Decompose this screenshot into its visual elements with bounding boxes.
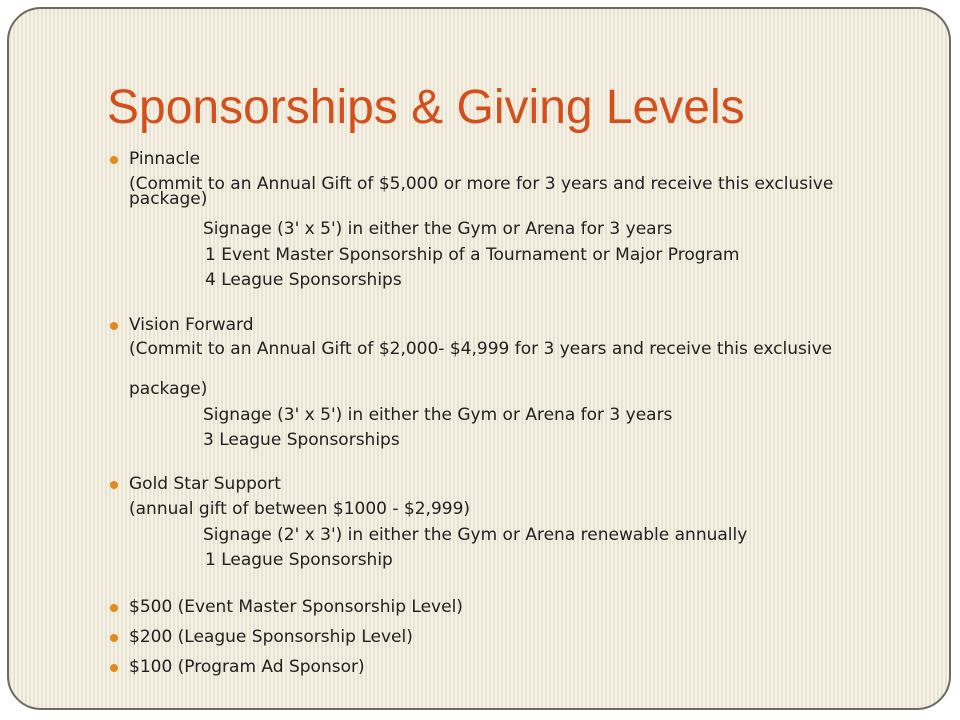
bullet-icon (110, 156, 118, 164)
level-200 (107, 627, 413, 647)
benefit-item: Signage (2' x 3') in either the Gym or Arena renewable annually (203, 525, 748, 545)
bullet-icon (110, 664, 118, 672)
level-500 (107, 597, 463, 617)
bullet-icon (110, 322, 118, 330)
level-name: Gold Star Support (129, 474, 281, 494)
slide-title: Sponsorships & Giving Levels (107, 81, 745, 134)
benefit-item: 3 League Sponsorships (203, 430, 400, 450)
benefit-item: 4 League Sponsorships (205, 270, 402, 290)
level-name: $100 (Program Ad Sponsor) (129, 657, 365, 677)
bullet-icon (110, 481, 118, 489)
level-pinnacle (107, 149, 200, 169)
benefit-item: Signage (3' x 5') in either the Gym or Arena for 3 years (203, 219, 673, 239)
level-description: (Commit to an Annual Gift of $2,000- $4,999 for 3 years and receive this exclusive (129, 339, 833, 359)
level-name: Vision Forward (129, 315, 254, 335)
level-description: (annual gift of between $1000 - $2,999) (129, 499, 471, 519)
level-name: $500 (Event Master Sponsorship Level) (129, 597, 463, 617)
level-vision-forward (107, 315, 254, 335)
bullet-icon (110, 634, 118, 642)
bullet-icon (110, 604, 118, 612)
level-name: Pinnacle (129, 149, 201, 169)
benefit-item: 1 Event Master Sponsorship of a Tournament or Major Program (205, 245, 740, 265)
level-100 (107, 657, 365, 677)
level-name: $200 (League Sponsorship Level) (129, 627, 413, 647)
slide (7, 7, 951, 710)
level-gold-star-support (107, 474, 281, 494)
benefit-item: 1 League Sponsorship (205, 550, 393, 570)
level-description-continued: package) (129, 379, 208, 399)
benefit-item: Signage (3' x 5') in either the Gym or Arena for 3 years (203, 405, 673, 425)
level-description: (Commit to an Annual Gift of $5,000 or more for 3 years and receive this exclusive package) (129, 174, 834, 209)
